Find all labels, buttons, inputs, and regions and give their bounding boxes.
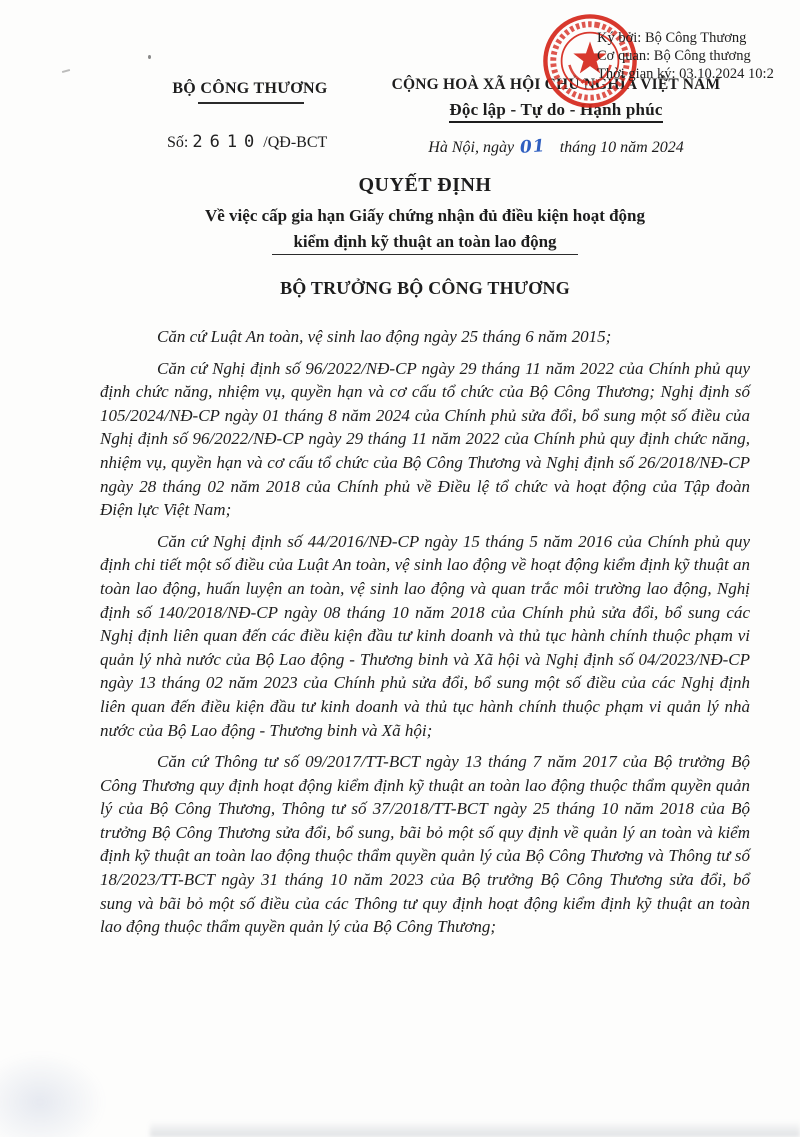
- issuing-authority: BỘ TRƯỞNG BỘ CÔNG THƯƠNG: [280, 278, 570, 298]
- legal-basis-paragraph: Căn cứ Nghị định số 96/2022/NĐ-CP ngày 29 tháng 11 năm 2022 của Chính phủ quy định chức năng, nhiệm vụ, quyền hạn và cơ cấu tổ chức của Bộ Công Thương; Nghị định số 105/2024/NĐ-CP ngày 01 tháng 8 năm 2024 của Chính phủ sửa đổi, bổ sung một số điều của Nghị định số 96/2022/NĐ-CP ngày 29 tháng 11 năm 2022 của Chính phủ quy định chức năng, nhiệm vụ, quyền hạn và cơ cấu tổ chức của Bộ Công Thương và Nghị định số 26/2018/NĐ-CP ngày 28 tháng 02 năm 2018 của Chính phủ về Điều lệ tổ chức và hoạt động của Tập đoàn Điện lực Việt Nam;: [100, 358, 750, 520]
- document-number: 2610: [192, 132, 262, 152]
- handwritten-day: 01: [519, 136, 547, 158]
- signature-signed-by: Ký bởi: Bộ Công Thương: [597, 30, 747, 46]
- subtitle-underline: [272, 254, 578, 255]
- scan-shadow-bottom: [150, 1121, 800, 1137]
- legal-basis-paragraph: Căn cứ Luật An toàn, vệ sinh lao động ngày 25 tháng 6 năm 2015;: [157, 327, 612, 346]
- signature-time: Thời gian ký: 03.10.2024 10:2: [597, 66, 774, 82]
- document-body: [100, 325, 750, 947]
- legal-basis-paragraph: Căn cứ Nghị định số 44/2016/NĐ-CP ngày 15 tháng 5 năm 2016 của Chính phủ quy định chi tiết một số điều của Luật An toàn, vệ sinh lao động về hoạt động kiểm định kỹ thuật an toàn lao động, huấn luyện an toàn, vệ sinh lao động và quan trắc môi trường lao động, Nghị định số 140/2018/NĐ-CP ngày 08 tháng 10 năm 2018 của Chính phủ sửa đổi, bổ sung các Nghị định liên quan đến các điều kiện đầu tư kinh doanh và thủ tục hành chính thuộc phạm vi quản lý nhà nước của Bộ Lao động - Thương binh và Xã hội và Nghị định số 04/2023/NĐ-CP ngày 13 tháng 02 năm 2023 của Chính phủ sửa đổi, bổ sung một số điều của các Nghị định liên quan đến điều kiện đầu tư kinh doanh và thủ tục hành chính thuộc phạm vi quản lý nhà nước của Bộ Lao động - Thương binh và Xã hội;: [100, 531, 750, 740]
- document-number-line: [167, 132, 327, 152]
- document-subtitle-line2: kiểm định kỹ thuật an toàn lao động: [293, 232, 557, 251]
- national-title: CỘNG HOÀ XÃ HỘI CHỦ NGHĨA VIỆT NAM: [391, 76, 721, 93]
- digital-signature-block: [597, 29, 800, 83]
- signature-agency: Cơ quan: Bộ Công thương: [597, 48, 751, 64]
- document-subtitle: [75, 203, 775, 255]
- issuing-org-name: BỘ CÔNG THƯƠNG: [172, 80, 328, 97]
- place-date-suffix: tháng 10 năm 2024: [559, 139, 684, 156]
- place-date-line: [380, 137, 732, 157]
- scan-smudge-corner: [0, 1052, 105, 1137]
- org-name-underline: [198, 102, 304, 104]
- scan-speck: [148, 55, 151, 59]
- document-subtitle-line1: Về việc cấp gia hạn Giấy chứng nhận đủ điều kiện hoạt động: [204, 206, 646, 225]
- legal-basis-paragraph: Căn cứ Thông tư số 09/2017/TT-BCT ngày 13 tháng 7 năm 2017 của Bộ trưởng Bộ Công Thương quy định hoạt động kiểm định kỹ thuật an toàn lao động thuộc thẩm quyền quản lý của Bộ Công Thương, Thông tư số 37/2018/TT-BCT ngày 25 tháng 10 năm 2018 của Bộ trưởng Bộ Công Thương sửa đổi, bổ sung, bãi bỏ một số quy định về quản lý an toàn và kiểm định kỹ thuật an toàn lao động thuộc thẩm quyền quản lý của Bộ Công Thương và Thông tư số 18/2023/TT-BCT ngày 31 tháng 10 năm 2023 của Bộ trưởng Bộ Công Thương sửa đổi, bổ sung và bãi bỏ một số điều của các Thông tư quy định hoạt động kiểm định kỹ thuật an toàn lao động thuộc thẩm quyền quản lý của Bộ Công Thương;: [100, 752, 750, 937]
- document-number-suffix: /QĐ-BCT: [263, 134, 328, 151]
- place-date-prefix: Hà Nội, ngày: [428, 139, 515, 156]
- document-number-label: Số:: [167, 134, 189, 151]
- document-title: QUYẾT ĐỊNH: [358, 174, 492, 196]
- scan-speck: [62, 69, 70, 73]
- national-motto: Độc lập - Tự do - Hạnh phúc: [449, 100, 662, 123]
